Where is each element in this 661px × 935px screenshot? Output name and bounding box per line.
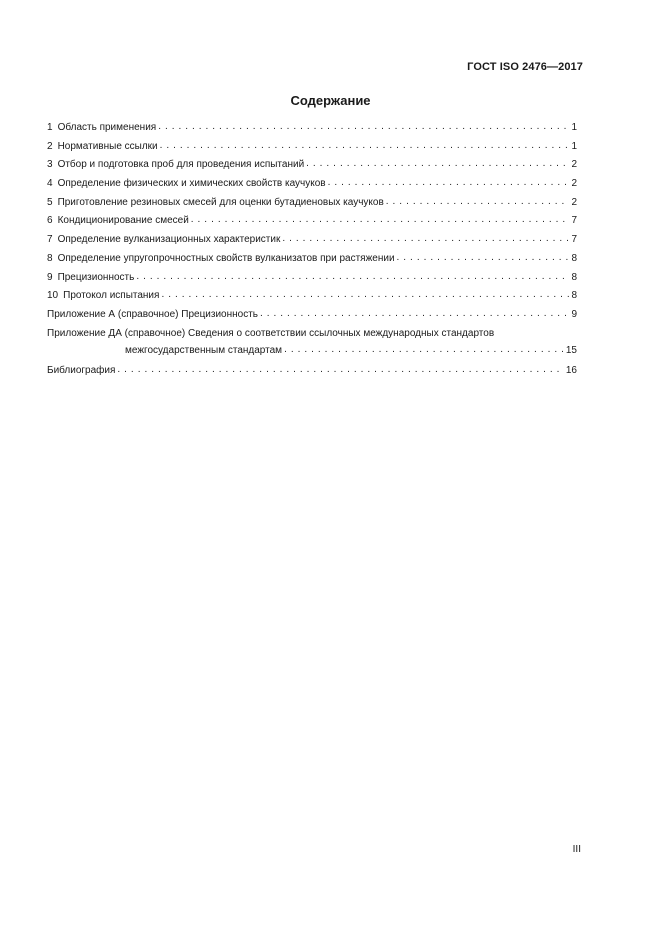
dot-leader — [284, 344, 564, 356]
toc-entry-4[interactable] — [47, 178, 577, 197]
dot-leader — [260, 308, 569, 320]
toc-entry-5[interactable] — [47, 197, 577, 216]
toc-entry-page: 1 — [571, 140, 577, 152]
toc-entry-title: Протокол испытания — [63, 290, 160, 302]
toc-entry-number: 2 — [47, 140, 53, 152]
toc-entry-page: 7 — [571, 234, 577, 246]
toc-entry-page: 7 — [571, 215, 577, 227]
toc-entry-page: 8 — [571, 271, 577, 283]
toc-entry-number: 4 — [47, 178, 53, 190]
toc-entry-page: 8 — [571, 252, 577, 264]
toc-entry-number: 3 — [47, 159, 53, 171]
toc-entry-title-continuation: межгосударственным стандартам — [125, 344, 283, 356]
toc-entry-2[interactable] — [47, 141, 577, 160]
dot-leader — [160, 140, 570, 152]
dot-leader — [386, 196, 570, 208]
toc-entry-page: 16 — [565, 364, 577, 376]
toc-entry-page: 8 — [571, 290, 577, 302]
toc-entry-title: Прецизионность — [57, 271, 135, 283]
toc-entry-title: Библиография — [47, 364, 116, 376]
toc-entry-6[interactable] — [47, 215, 577, 234]
toc-entry-page: 1 — [571, 122, 577, 133]
toc-entry-title: Определение физических и химических свойств каучуков — [57, 178, 326, 190]
toc-entry-title: Приложение А (справочное) Прецизионность — [47, 308, 259, 320]
toc-entry-title: Кондиционирование смесей — [57, 215, 189, 227]
dot-leader — [117, 364, 563, 376]
toc-entry-page: 9 — [571, 308, 577, 320]
toc-entry-9[interactable] — [47, 272, 577, 291]
dot-leader — [328, 177, 570, 189]
toc-entry-3[interactable] — [47, 159, 577, 178]
toc-entry-page: 15 — [565, 344, 577, 356]
toc-entry-number: 9 — [47, 271, 53, 283]
toc-entry-number: 8 — [47, 252, 53, 264]
toc-entry-10[interactable] — [47, 290, 577, 309]
toc-entry-page: 2 — [571, 178, 577, 190]
dot-leader — [158, 121, 569, 133]
toc-entry-bibliography[interactable] — [47, 365, 577, 384]
toc-entry-number: 10 — [47, 290, 59, 302]
toc-entry-page: 2 — [571, 159, 577, 171]
toc-entry-title: Нормативные ссылки — [57, 140, 158, 152]
toc-entry-8[interactable] — [47, 253, 577, 272]
document-header: ГОСТ ISO 2476—2017 — [467, 61, 583, 73]
toc-entry-title: Область применения — [57, 122, 157, 133]
toc-entry-appendix-a[interactable] — [47, 309, 577, 328]
toc-entry-title: Определение вулканизационных характеристик — [57, 234, 281, 246]
dot-leader — [397, 252, 570, 264]
dot-leader — [161, 289, 569, 301]
toc-entry-number: 7 — [47, 234, 53, 246]
dot-leader — [191, 214, 570, 226]
toc-entry-title: Приготовление резиновых смесей для оценки бутадиеновых каучуков — [57, 196, 384, 208]
toc-entry-title: Приложение ДА (справочное) Сведения о соответствии ссылочных международных стандартов — [47, 327, 495, 339]
toc-entry-7[interactable] — [47, 234, 577, 253]
dot-leader — [282, 233, 569, 245]
toc-title: Содержание — [290, 93, 371, 108]
toc-entry-appendix-da[interactable] — [47, 328, 577, 365]
toc-entry-title: Отбор и подготовка проб для проведения испытаний — [57, 159, 305, 171]
toc-entry-page: 2 — [571, 196, 577, 208]
dot-leader — [136, 271, 569, 283]
toc-entry-1[interactable] — [47, 122, 577, 141]
table-of-contents — [47, 122, 577, 383]
toc-entry-number: 5 — [47, 196, 53, 208]
dot-leader — [306, 158, 569, 170]
toc-entry-number: 6 — [47, 215, 53, 227]
page-number: III — [572, 844, 581, 855]
toc-entry-title: Определение упругопрочностных свойств вулканизатов при растяжении — [57, 252, 395, 264]
toc-entry-number: 1 — [47, 122, 53, 133]
